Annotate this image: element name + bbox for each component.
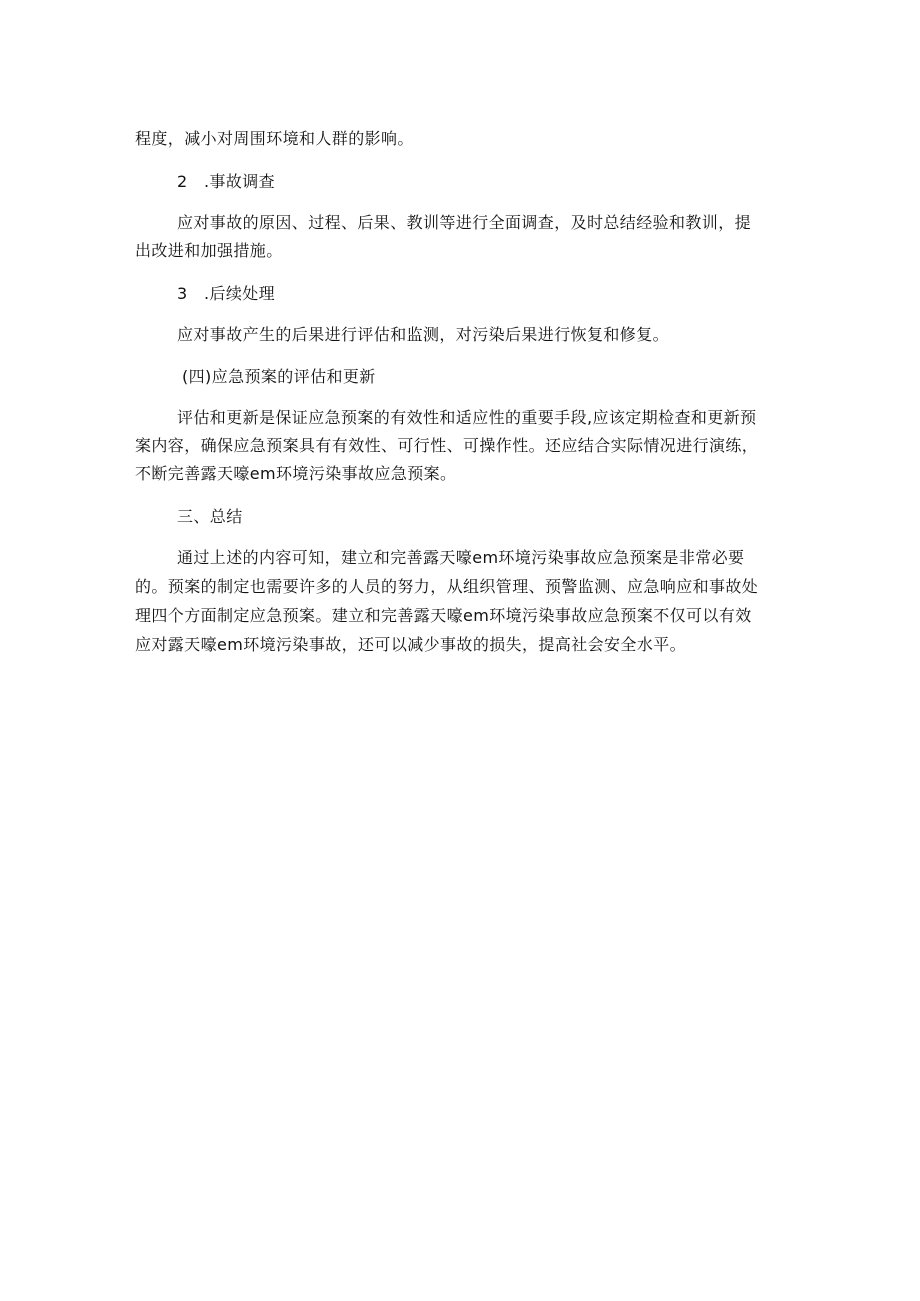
section-heading-summary: 三、总结 <box>177 507 243 526</box>
paragraph-line: 通过上述的内容可知，建立和完善露天嚎em环境污染事故应急预案是非常必要 <box>177 548 745 567</box>
paragraph-line: 应对露天嚎em环境污染事故，还可以减少事故的损失，提高社会安全水平。 <box>135 635 687 654</box>
paragraph-line: 应对事故的原因、过程、后果、教训等进行全面调查，及时总结经验和教训，提 <box>177 213 752 232</box>
section-heading-plan-evaluation: (四)应急预案的评估和更新 <box>182 367 376 386</box>
section-heading-follow-up: 3 .后续处理 <box>177 284 276 303</box>
section-heading-accident-investigation: 2 .事故调查 <box>177 172 276 191</box>
paragraph-line: 出改进和加强措施。 <box>135 241 283 260</box>
paragraph-line: 案内容，确保应急预案具有有效性、可行性、可操作性。还应结合实际情况进行演练， <box>135 436 759 455</box>
paragraph-line: 理四个方面制定应急预案。建立和完善露天嚎em环境污染事故应急预案不仅可以有效 <box>135 606 752 625</box>
paragraph-line: 程度，减小对周围环境和人群的影响。 <box>135 129 414 148</box>
paragraph-line: 评估和更新是保证应急预案的有效性和适应性的重要手段,应该定期检查和更新预 <box>177 408 757 427</box>
paragraph-line: 不断完善露天嚎em环境污染事故应急预案。 <box>135 464 457 483</box>
paragraph-line: 的。预案的制定也需要许多的人员的努力，从组织管理、预警监测、应急响应和事故处 <box>135 577 759 596</box>
paragraph-line: 应对事故产生的后果进行评估和监测，对污染后果进行恢复和修复。 <box>177 325 670 344</box>
